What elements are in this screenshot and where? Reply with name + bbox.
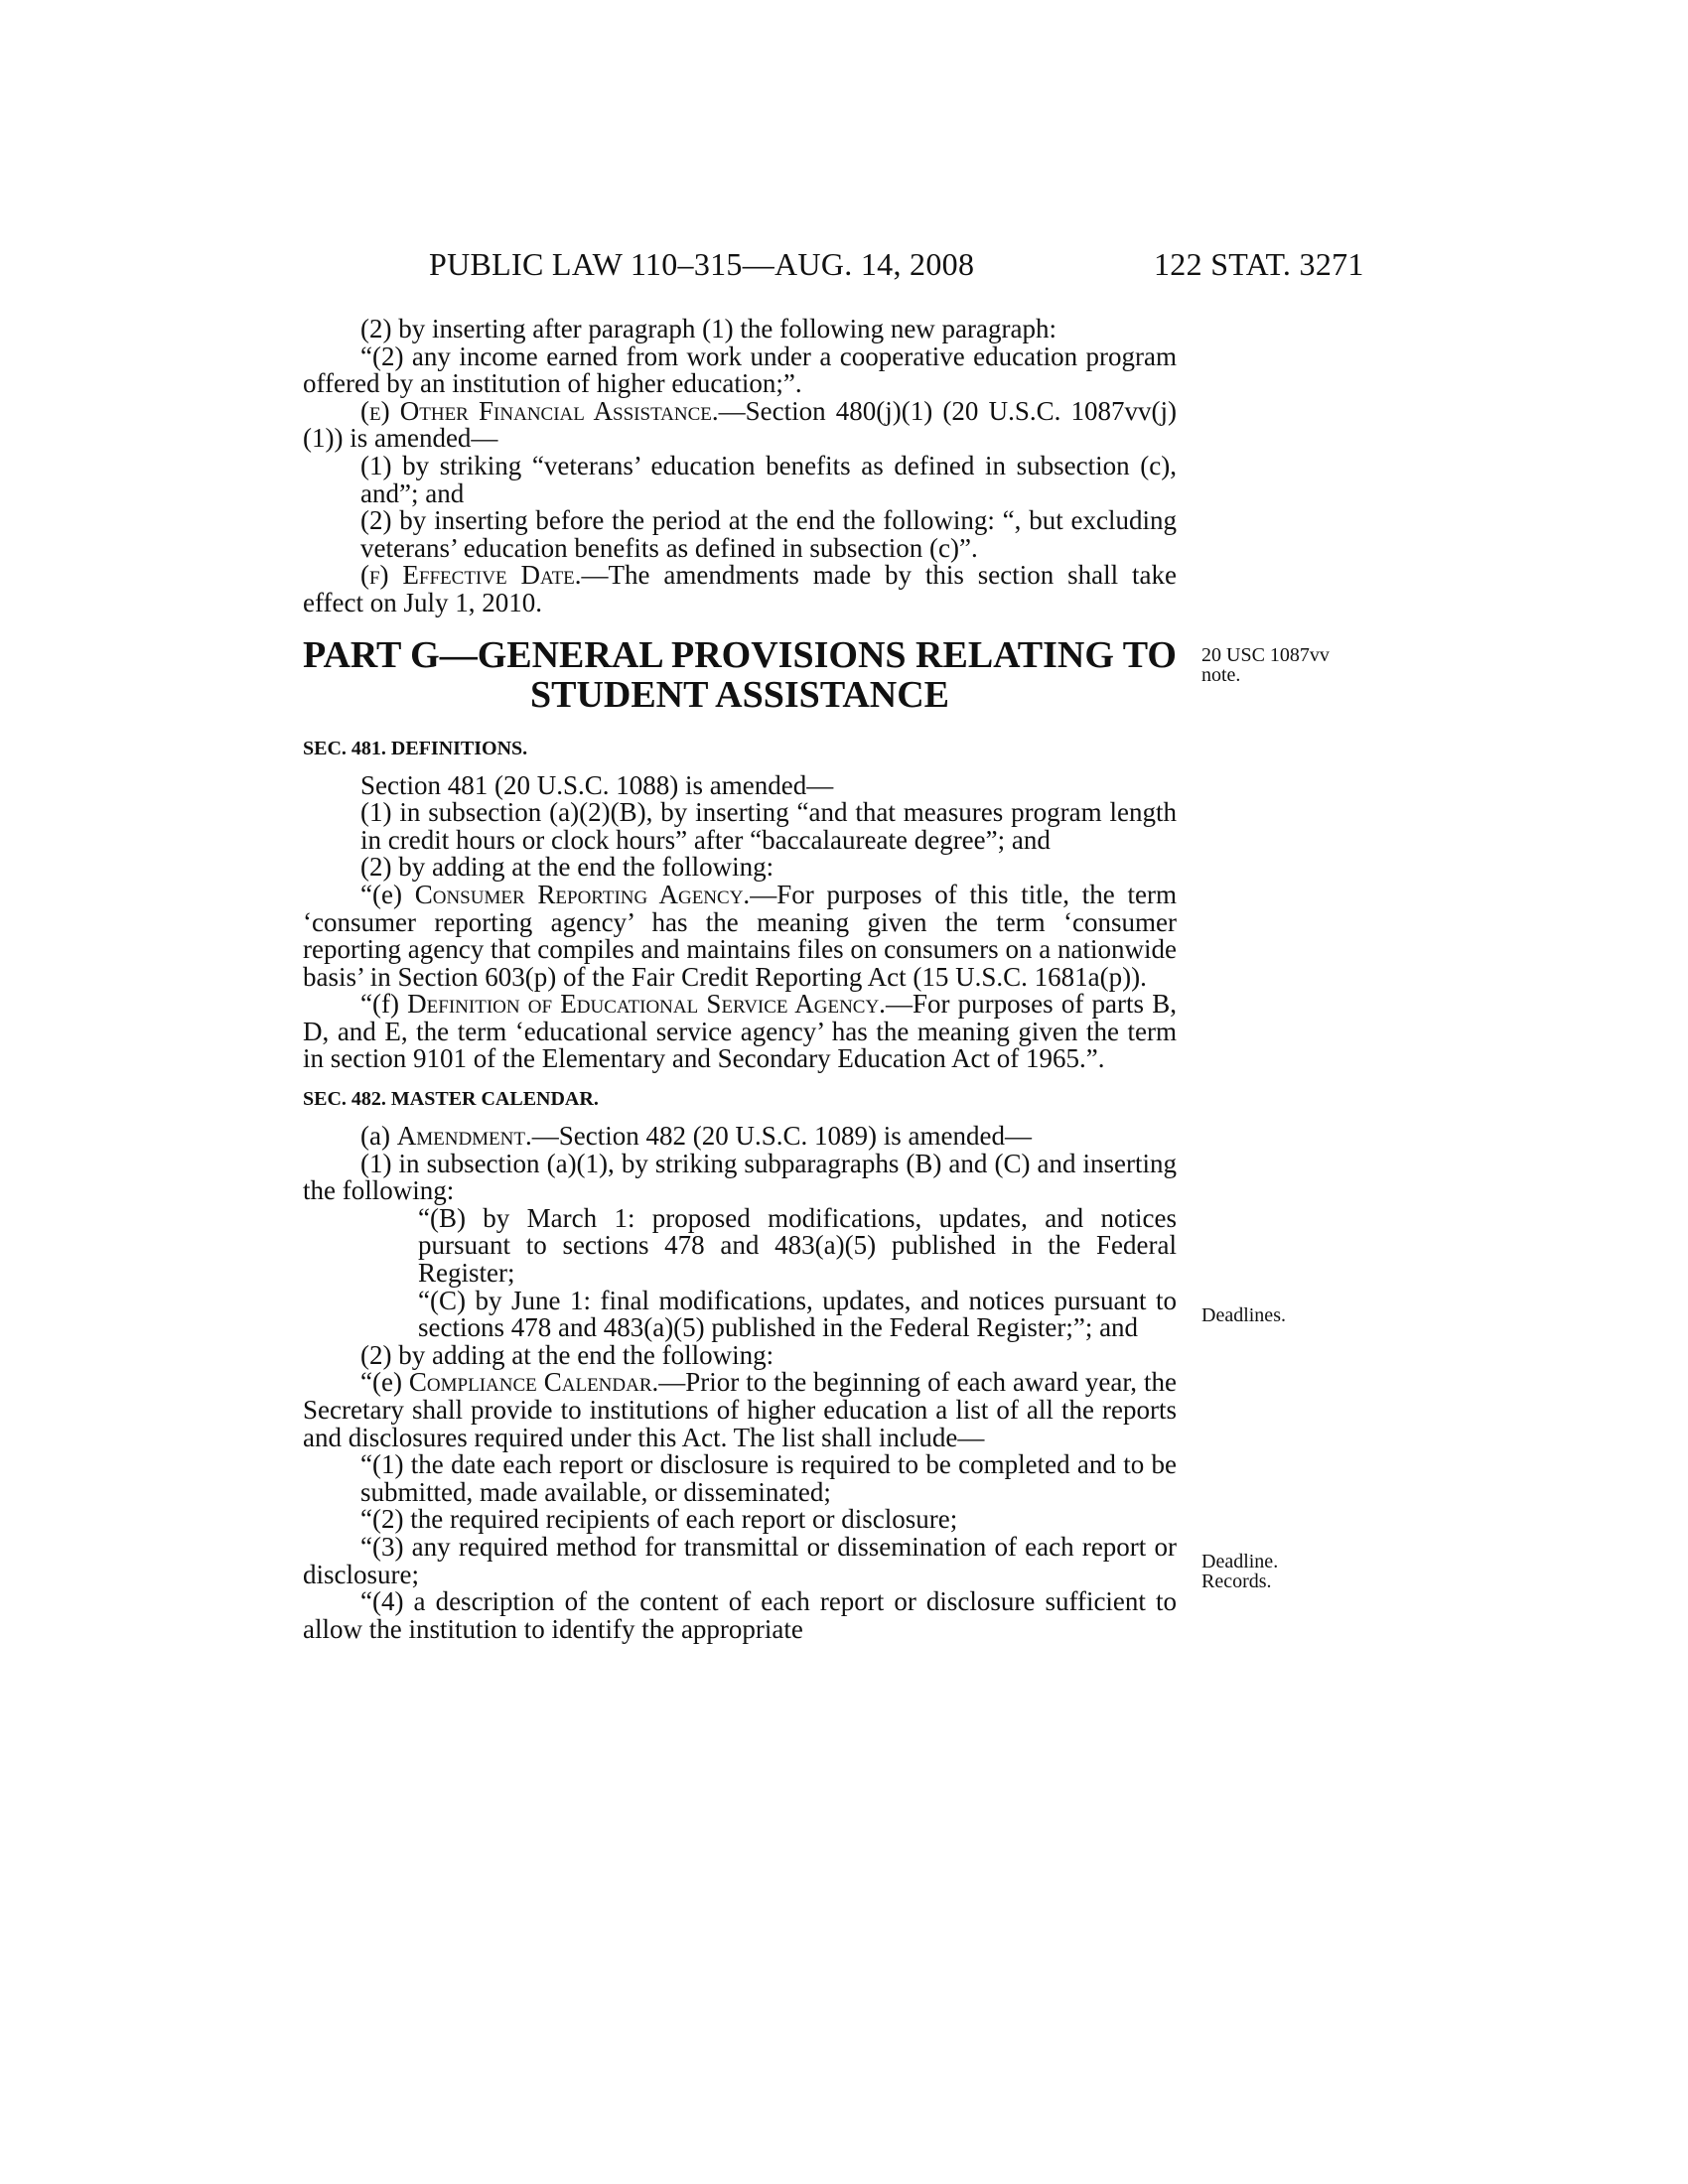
margin-note-deadline-records: [1201, 1552, 1278, 1591]
paragraph-text: “(f): [360, 989, 408, 1020]
paragraph: “(2) any income earned from work under a cooperative education program offered by an institution of higher education;”.: [303, 341, 1177, 399]
paragraph: “(2) the required recipients of each report or disclosure;: [360, 1504, 958, 1535]
paragraph-text: —The amendments made by this section shall take effect on July 1, 2010.: [303, 560, 1177, 617]
paragraph-text: —For purposes of parts B, D, and E, the term ‘educational service agency’ has the meaning given the term in section 9101 of the Elementary and Secondary Education Act of 1965.”.: [303, 989, 1177, 1074]
paragraph: [303, 879, 1177, 992]
section-heading: SEC. 481. DEFINITIONS.: [303, 737, 528, 759]
subsection-heading: (f) Effective Date.: [360, 560, 582, 591]
subsection-heading: Compliance Calendar.: [408, 1367, 659, 1398]
paragraph: “(4) a description of the content of each report or disclosure sufficient to allow the institution to identify the appropriate: [303, 1586, 1177, 1644]
part-heading-line: PART G—GENERAL PROVISIONS RELATING TO: [303, 633, 1177, 676]
paragraph: “(3) any required method for transmittal or dissemination of each report or disclosure;: [303, 1531, 1177, 1589]
subsection-heading: (e) Other Financial Assistance.: [360, 395, 719, 426]
paragraph-text: (a): [360, 1121, 397, 1152]
paragraph: (2) by adding at the end the following:: [360, 852, 774, 883]
paragraph: [303, 1369, 1177, 1451]
margin-note-line: Records.: [1201, 1570, 1272, 1592]
running-header-page-number: 122 STAT. 3271: [1154, 246, 1364, 282]
subsection-heading: Consumer Reporting Agency.: [414, 879, 751, 909]
paragraph: (2) by inserting after paragraph (1) the following new paragraph:: [360, 314, 1056, 343]
part-heading: [303, 635, 1177, 715]
paragraph: (1) in subsection (a)(2)(B), by inserting “and that measures program length in credit hours or clock hours” after “baccalaureate degree”; and: [360, 797, 1177, 855]
margin-note-deadlines: Deadlines.: [1201, 1304, 1286, 1326]
paragraph: (1) in subsection (a)(1), by striking subparagraphs (B) and (C) and inserting the following:: [303, 1148, 1177, 1206]
running-header-title: PUBLIC LAW 110–315—AUG. 14, 2008: [429, 246, 975, 282]
paragraph: [303, 991, 1177, 1073]
paragraph: (2) by adding at the end the following:: [360, 1339, 774, 1370]
paragraph: “(C) by June 1: final modifications, updates, and notices pursuant to sections 478 and 483(a)(5) published in the Federal Register;”; and: [418, 1285, 1177, 1343]
margin-note-usc-citation: [1201, 645, 1330, 685]
paragraph: (2) by inserting before the period at the end the following: “, but excluding veterans’ education benefits as defined in subsection (c)”.: [360, 505, 1177, 563]
body-text: [303, 316, 1177, 1643]
paragraph-text: —Prior to the beginning of each award year, the Secretary shall provide to institutions of higher education a list of all the reports and disclosures required under this Act. The list shall include—: [303, 1367, 1177, 1452]
paragraph-text: —Section 482 (20 U.S.C. 1089) is amended—: [531, 1121, 1032, 1152]
part-heading-line: STUDENT ASSISTANCE: [529, 673, 950, 716]
paragraph: [303, 562, 1177, 616]
subsection-heading: Definition of Educational Service Agency.: [407, 989, 886, 1020]
paragraph-text: “(e): [360, 879, 415, 909]
paragraph: [303, 1123, 1177, 1151]
margin-note-line: Deadline.: [1201, 1551, 1279, 1572]
margin-note-line: note.: [1201, 664, 1241, 686]
paragraph-text: —Section 480(j)(1) (20 U.S.C. 1087vv(j)(1)) is amended—: [303, 395, 1177, 454]
paragraph-text: “(e): [360, 1367, 409, 1398]
paragraph: [303, 395, 1177, 454]
margin-note-line: 20 USC 1087vv: [1201, 644, 1330, 666]
subsection-heading: Amendment.: [396, 1121, 532, 1152]
paragraph: “(1) the date each report or disclosure is required to be completed and to be submitted, made available, or disseminated;: [360, 1449, 1177, 1507]
paragraph: “(B) by March 1: proposed modifications, updates, and notices pursuant to sections 478 and 483(a)(5) published in the Federal Register;: [418, 1202, 1177, 1289]
paragraph: (1) by striking “veterans’ education benefits as defined in subsection (c), and”; and: [360, 450, 1177, 508]
paragraph-text: —For purposes of this title, the term ‘consumer reporting agency’ has the meaning given the term ‘consumer reporting agency that compiles and maintains files on consumers on a nationwide basis’ in Section 603(p) of the Fair Credit Reporting Act (15 U.S.C. 1681a(p)).: [303, 879, 1177, 992]
section-heading: SEC. 482. MASTER CALENDAR.: [303, 1088, 599, 1111]
paragraph: Section 481 (20 U.S.C. 1088) is amended—: [360, 769, 834, 800]
